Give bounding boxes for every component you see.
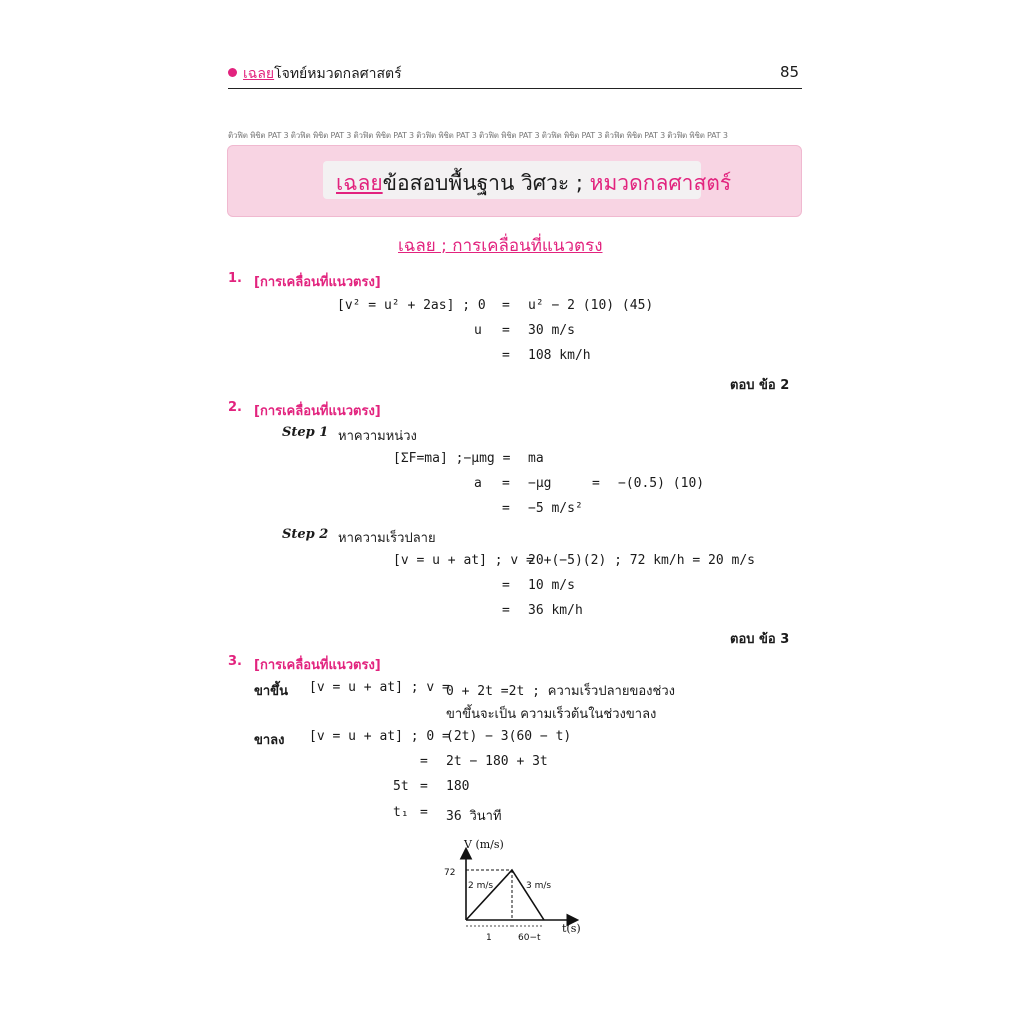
q3-d3-eq: =	[420, 779, 428, 794]
q3-d2-right: 2t − 180 + 3t	[446, 754, 548, 769]
q2-s2-line3-eq: =	[502, 603, 510, 618]
q3-d4-right: 36 วินาที	[446, 809, 502, 824]
header-bullet-icon	[228, 68, 237, 77]
graph-y-tick: 72	[444, 868, 456, 878]
header-rule	[228, 88, 802, 89]
section-title: เฉลย ; การเคลื่อนที่แนวตรง	[398, 236, 603, 256]
q1-line2-eq: =	[502, 323, 510, 338]
q2-s1-line2-mid: −μg	[528, 476, 552, 491]
q3-d4-eq: =	[420, 805, 428, 820]
q3-number: 3.	[228, 654, 242, 669]
header-title-rest: โจทย์หมวดกลศาสตร์	[274, 66, 402, 82]
q3-d2-eq: =	[420, 754, 428, 769]
q3-down-label: ขาลง	[254, 733, 285, 748]
q2-answer: ตอบ ข้อ 3	[730, 632, 790, 647]
q2-s2-line1-left: [v = u + at] ; v =	[393, 553, 534, 568]
q3-d4-left: t₁	[393, 805, 409, 820]
q2-s2-line3-right: 36 km/h	[528, 603, 583, 618]
q3-down-eq: [v = u + at] ; 0 =	[309, 729, 450, 744]
graph-y-label: V (m/s)	[464, 838, 504, 851]
q1-line1-left: [v² = u² + 2as] ; 0	[337, 298, 486, 313]
graph-seg1-label: 1	[486, 933, 492, 943]
q1-line3-right: 108 km/h	[528, 348, 591, 363]
q1-number: 1.	[228, 271, 242, 286]
q2-step1-text: หาความหน่วง	[338, 429, 417, 444]
q3-up-label: ขาขึ้น	[254, 684, 288, 699]
q2-topic: [การเคลื่อนที่แนวตรง]	[254, 404, 381, 419]
graph-slope1-label: 2 m/s	[468, 881, 494, 891]
q2-s2-line1-right: 20+(−5)(2) ; 72 km/h = 20 m/s	[528, 553, 755, 568]
q1-line2-right: 30 m/s	[528, 323, 575, 338]
q1-line3-eq: =	[502, 348, 510, 363]
q1-topic: [การเคลื่อนที่แนวตรง]	[254, 275, 381, 290]
q3-d3-left: 5t	[393, 779, 409, 794]
q3-down-val: (2t) − 3(60 − t)	[446, 729, 572, 744]
q2-s1-line1-right: ma	[528, 451, 544, 466]
q2-step1-label: Step 1	[282, 425, 329, 440]
q2-s2-line2-eq: =	[502, 578, 510, 593]
q2-step2-label: Step 2	[282, 527, 329, 542]
banner-title-part2: ข้อสอบพื้นฐาน วิศวะ ;	[382, 171, 590, 195]
q1-answer: ตอบ ข้อ 2	[730, 378, 790, 393]
q3-d3-right: 180	[446, 779, 470, 794]
q2-s1-line2-eq2: =	[592, 476, 600, 491]
graph-velocity-line	[466, 870, 544, 920]
q3-topic: [การเคลื่อนที่แนวตรง]	[254, 658, 381, 673]
header-title	[243, 63, 402, 85]
q1-line2-left: u	[474, 323, 482, 338]
banner-title-part1: เฉลย	[336, 171, 383, 195]
tagline: ติวฟิต พิชิต PAT 3 ติวฟิต พิชิต PAT 3 ติวฟิต พิชิต PAT 3 ติวฟิต พิชิต PAT 3 ติวฟิต พิชิต PAT 3 ติวฟิต พิชิต PAT 3 ติวฟิต พิชิต PAT 3 ติวฟิต พิชิต PAT 3	[228, 131, 728, 140]
q1-line1-eq: =	[502, 298, 510, 313]
q2-s1-line3-right: −5 m/s²	[528, 501, 583, 516]
q2-step2-text: หาความเร็วปลาย	[338, 531, 436, 546]
q1-line1-right: u² − 2 (10) (45)	[528, 298, 654, 313]
q3-up-val: 0 + 2t =2t ; ความเร็วปลายของช่วง	[446, 684, 675, 699]
q2-s2-line2-right: 10 m/s	[528, 578, 575, 593]
vt-graph	[430, 834, 590, 946]
graph-slope2-label: 3 m/s	[526, 881, 552, 891]
q2-s1-line3-eq: =	[502, 501, 510, 516]
header-title-prefix: เฉลย	[243, 66, 275, 82]
banner-title-part3: หมวดกลศาสตร์	[589, 171, 732, 195]
graph-seg2-label: 60−t	[518, 933, 541, 943]
q3-up-eq: [v = u + at] ; v =	[309, 680, 450, 695]
q2-s1-line2-left: a	[474, 476, 482, 491]
q2-number: 2.	[228, 400, 242, 415]
q2-s1-line2-right: −(0.5) (10)	[618, 476, 705, 491]
q2-s1-line1-left: [ΣF=ma] ;−μmg =	[393, 451, 511, 466]
page-number: 85	[780, 63, 800, 81]
banner-title	[336, 167, 731, 200]
q3-up-val-2: ขาขึ้นจะเป็น ความเร็วต้นในช่วงขาลง	[446, 707, 657, 722]
graph-x-label: t(s)	[562, 922, 581, 935]
q2-s1-line2-eq: =	[502, 476, 510, 491]
